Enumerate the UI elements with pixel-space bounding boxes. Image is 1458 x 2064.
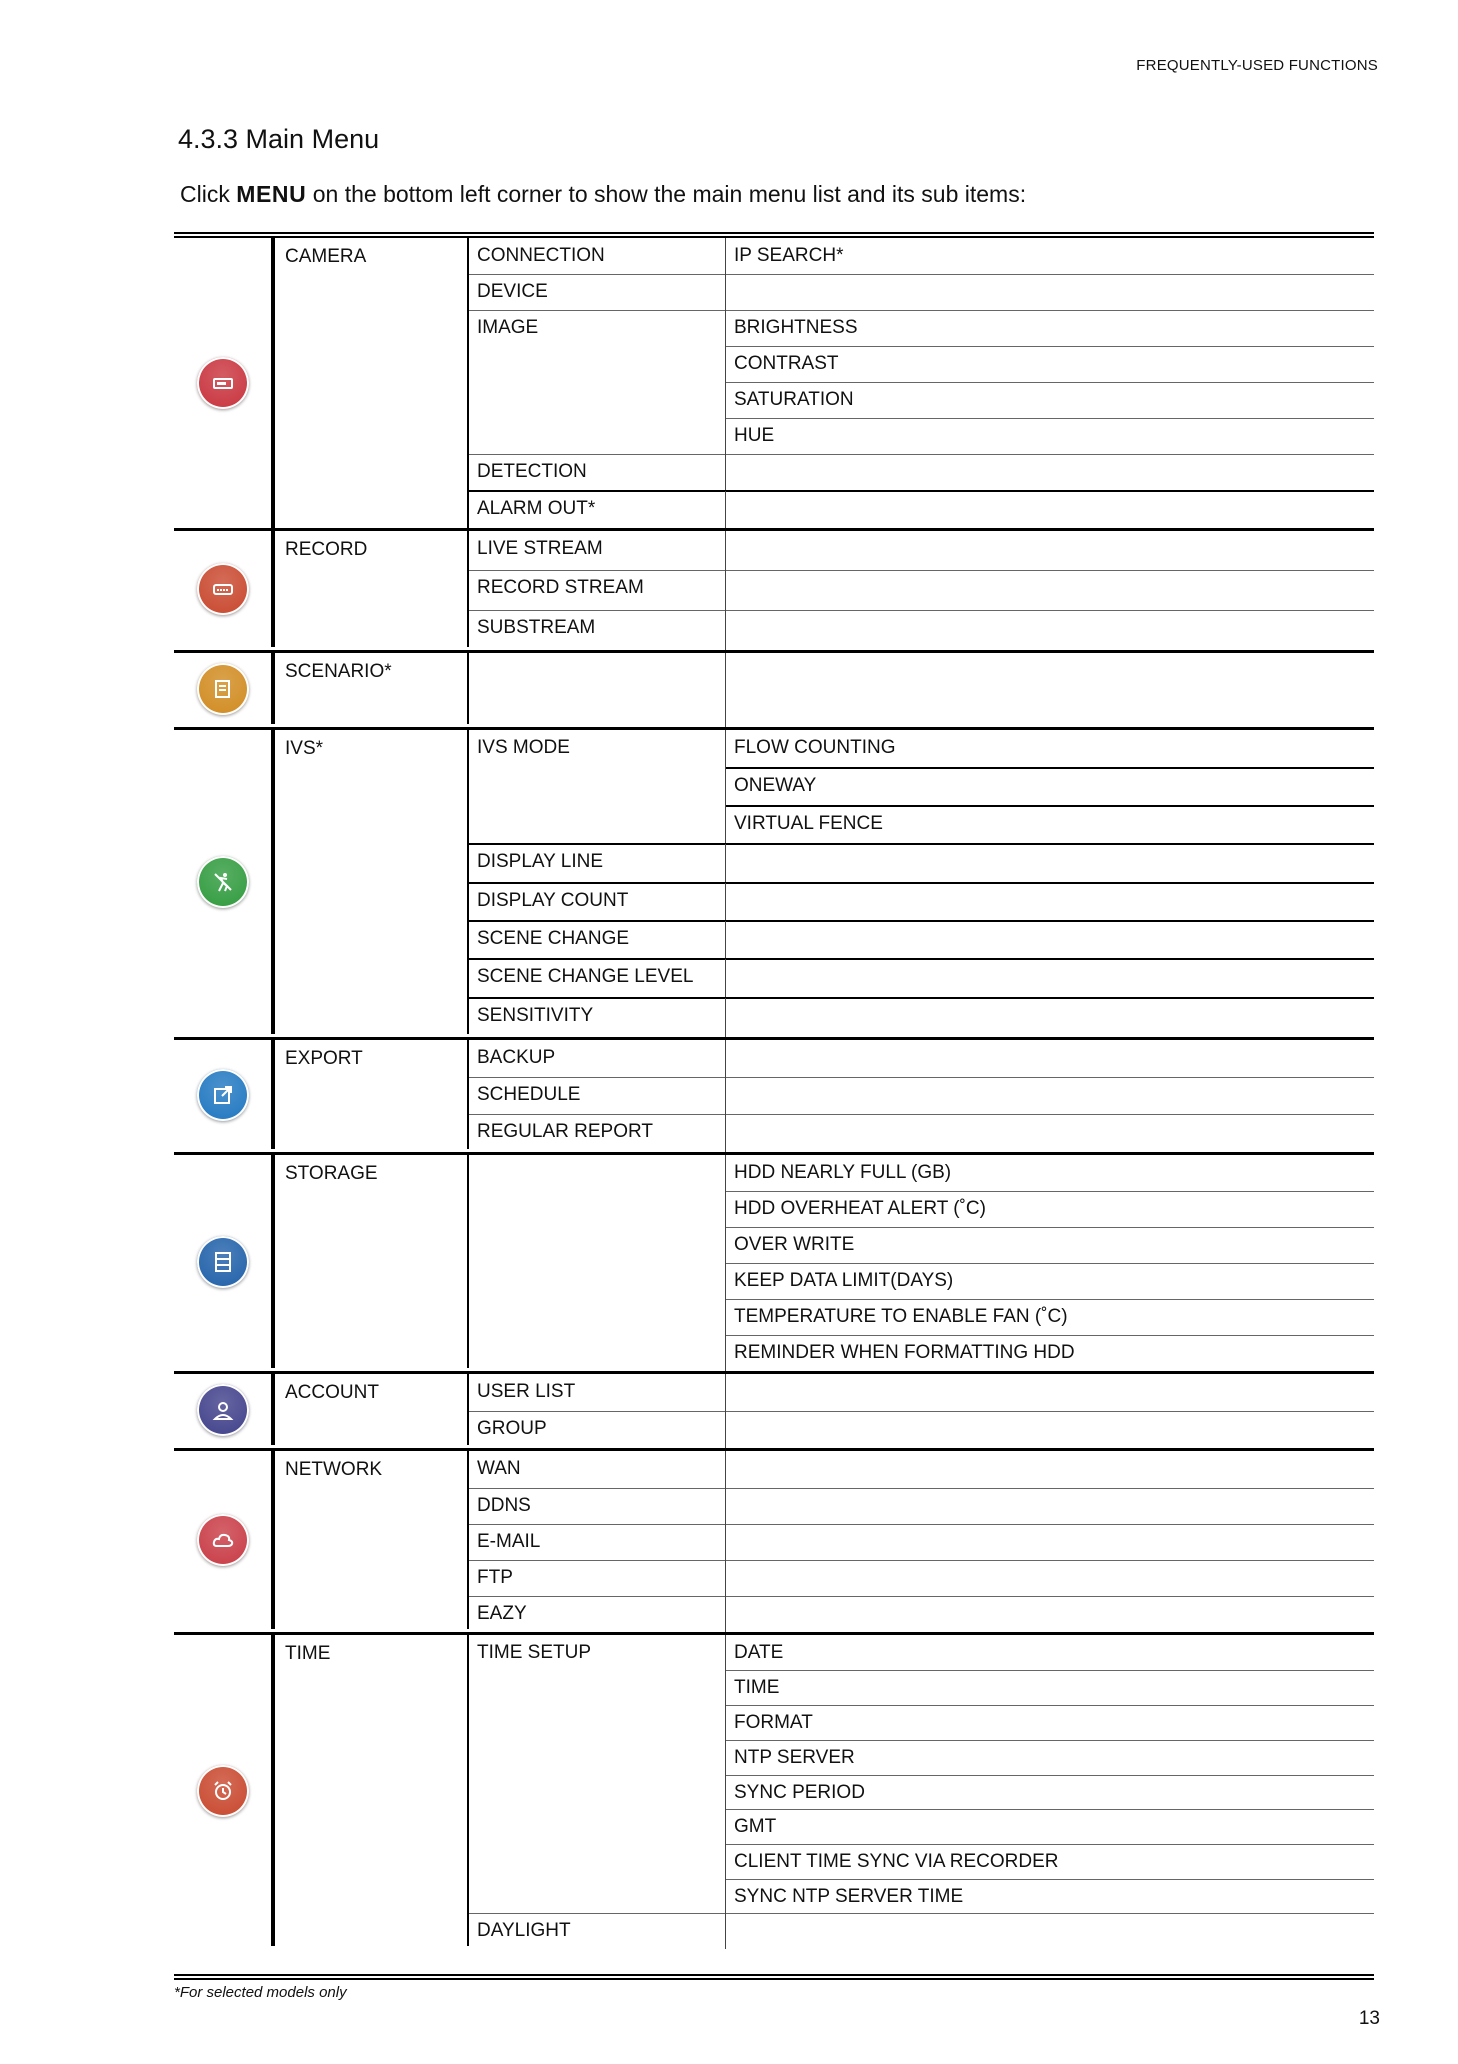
group-icon-cell [174, 531, 275, 647]
footnote: *For selected models only [174, 1984, 347, 2001]
menu-group-network [174, 1448, 1374, 1629]
submenu-item: REGULAR REPORT [469, 1114, 726, 1152]
submenu-item [469, 768, 726, 806]
submenu-option [726, 610, 1374, 650]
storage-icon [197, 1236, 249, 1288]
network-icon [197, 1514, 249, 1566]
submenu-row [469, 1775, 1374, 1809]
submenu-option: TIME [734, 1677, 780, 1698]
submenu-row [469, 310, 1374, 346]
submenu-item [469, 418, 726, 454]
submenu-option: HDD OVERHEAT ALERT (˚C) [734, 1198, 986, 1219]
menu-item-label: TIME [275, 1635, 469, 1946]
submenu-row [469, 1913, 1374, 1949]
submenu-option [726, 1488, 1374, 1524]
menu-group-ivs [174, 727, 1374, 1034]
menu-group-camera [174, 238, 1374, 528]
submenu-option [726, 570, 1374, 610]
submenu-item [469, 806, 726, 844]
submenu-option: SYNC PERIOD [734, 1782, 865, 1803]
submenu-row [469, 1227, 1374, 1263]
submenu-item: EAZY [469, 1596, 726, 1632]
submenu-item: ALARM OUT* [469, 491, 726, 528]
submenu-row [469, 1670, 1374, 1705]
intro-text [180, 181, 1026, 208]
menu-item-label: IVS* [275, 730, 469, 1034]
menu-group-account [174, 1371, 1374, 1445]
menu-item-label: EXPORT [275, 1040, 469, 1149]
submenu-option: BRIGHTNESS [734, 317, 858, 338]
submenu-row [469, 1596, 1374, 1632]
menu-item-label: CAMERA [275, 238, 469, 528]
submenu-option [726, 1596, 1374, 1632]
submenu-row [469, 1879, 1374, 1913]
submenu-option [726, 454, 1374, 491]
submenu-row [469, 1524, 1374, 1560]
submenu-item [469, 1809, 726, 1844]
intro-menu-keyword: MENU [236, 181, 307, 207]
submenu-item [469, 653, 726, 727]
submenu-row [469, 1488, 1374, 1524]
submenu-item: SENSITIVITY [469, 998, 726, 1037]
group-icon-cell [174, 653, 275, 724]
submenu-item: SUBSTREAM [469, 610, 726, 650]
menu-group-time [174, 1632, 1374, 1946]
group-icon-cell [174, 1451, 275, 1629]
submenu-option: DATE [734, 1642, 784, 1663]
menu-item-label: NETWORK [275, 1451, 469, 1629]
submenu-row [469, 883, 1374, 921]
submenu-option [726, 274, 1374, 310]
submenu-option: FORMAT [734, 1712, 813, 1733]
submenu-row [469, 1809, 1374, 1844]
submenu-item [469, 1740, 726, 1775]
submenu-row [469, 730, 1374, 768]
submenu-row [469, 844, 1374, 883]
submenu-option [726, 1114, 1374, 1152]
submenu-item: LIVE STREAM [469, 531, 726, 570]
menu-item-label: STORAGE [275, 1155, 469, 1368]
submenu-item: BACKUP [469, 1040, 726, 1077]
submenu-option: CONTRAST [734, 353, 839, 374]
menu-item-label: SCENARIO* [275, 653, 469, 724]
submenu-item: IMAGE [469, 310, 726, 346]
submenu-row [469, 346, 1374, 382]
submenu-row [469, 1155, 1374, 1191]
submenu-item: WAN [469, 1451, 726, 1488]
submenu-option: GMT [734, 1816, 777, 1837]
submenu-item [469, 1335, 726, 1371]
submenu-row [469, 531, 1374, 570]
submenu-item: DDNS [469, 1488, 726, 1524]
submenu-option: ONEWAY [734, 775, 817, 796]
submenu-row [469, 1077, 1374, 1114]
submenu-item: E-MAIL [469, 1524, 726, 1560]
submenu-item: DEVICE [469, 274, 726, 310]
submenu-option: CLIENT TIME SYNC VIA RECORDER [734, 1851, 1059, 1872]
group-icon-cell [174, 1155, 275, 1368]
menu-group-storage [174, 1152, 1374, 1368]
submenu-row [469, 959, 1374, 998]
submenu-option [726, 531, 1374, 570]
submenu-row [469, 806, 1374, 844]
submenu-row [469, 491, 1374, 528]
submenu-row [469, 1635, 1374, 1670]
submenu-item [469, 1844, 726, 1879]
submenu-option [726, 1411, 1374, 1448]
submenu-option [726, 959, 1374, 998]
record-icon [197, 563, 249, 615]
group-icon-cell [174, 1635, 275, 1946]
submenu-item [469, 1670, 726, 1705]
submenu-item [469, 1299, 726, 1335]
submenu-item: CONNECTION [469, 238, 726, 274]
submenu-row [469, 238, 1374, 274]
group-icon-cell [174, 730, 275, 1034]
submenu-item [469, 1879, 726, 1913]
submenu-row [469, 1560, 1374, 1596]
submenu-row [469, 454, 1374, 491]
submenu-row [469, 1374, 1374, 1411]
submenu-option: HDD NEARLY FULL (GB) [734, 1162, 952, 1183]
account-icon [197, 1384, 249, 1436]
submenu-item: SCENE CHANGE [469, 921, 726, 959]
scenario-icon [197, 663, 249, 715]
export-icon [197, 1069, 249, 1121]
submenu-item: SCHEDULE [469, 1077, 726, 1114]
submenu-option: SYNC NTP SERVER TIME [734, 1886, 964, 1907]
submenu-option [726, 1040, 1374, 1077]
submenu-row [469, 1844, 1374, 1879]
submenu-row [469, 418, 1374, 454]
submenu-item: USER LIST [469, 1374, 726, 1411]
running-header: FREQUENTLY-USED FUNCTIONS [1136, 57, 1378, 74]
submenu-item [469, 1155, 726, 1191]
submenu-item: GROUP [469, 1411, 726, 1448]
group-icon-cell [174, 1040, 275, 1149]
group-icon-cell [174, 238, 275, 528]
submenu-option [726, 491, 1374, 528]
submenu-row [469, 1451, 1374, 1488]
submenu-option [726, 1077, 1374, 1114]
time-icon [197, 1765, 249, 1817]
submenu-option: TEMPERATURE TO ENABLE FAN (˚C) [734, 1306, 1068, 1327]
submenu-item [469, 382, 726, 418]
submenu-item: DISPLAY COUNT [469, 883, 726, 921]
submenu-row [469, 1411, 1374, 1448]
menu-group-export [174, 1037, 1374, 1149]
submenu-option [726, 998, 1374, 1037]
section-title: 4.3.3 Main Menu [178, 124, 380, 154]
submenu-item [469, 1775, 726, 1809]
submenu-item: IVS MODE [469, 730, 726, 768]
submenu-row [469, 382, 1374, 418]
submenu-option: NTP SERVER [734, 1747, 855, 1768]
submenu-option: SATURATION [734, 389, 854, 410]
submenu-option: OVER WRITE [734, 1234, 855, 1255]
submenu-row [469, 1335, 1374, 1371]
submenu-option [726, 1374, 1374, 1411]
submenu-option [726, 921, 1374, 959]
submenu-option: IP SEARCH* [734, 245, 844, 266]
submenu-option: VIRTUAL FENCE [734, 813, 883, 834]
submenu-item [469, 1227, 726, 1263]
submenu-row [469, 274, 1374, 310]
menu-item-label: RECORD [275, 531, 469, 647]
submenu-row [469, 921, 1374, 959]
submenu-row [469, 1740, 1374, 1775]
submenu-option [726, 1524, 1374, 1560]
submenu-row [469, 570, 1374, 610]
submenu-option: HUE [734, 425, 775, 446]
submenu-row [469, 1040, 1374, 1077]
menu-group-scenario [174, 650, 1374, 724]
submenu-option [726, 883, 1374, 921]
menu-group-record [174, 528, 1374, 647]
submenu-option: REMINDER WHEN FORMATTING HDD [734, 1342, 1075, 1363]
submenu-item [469, 1705, 726, 1740]
main-menu-table [174, 232, 1374, 1980]
submenu-row [469, 610, 1374, 650]
submenu-item: RECORD STREAM [469, 570, 726, 610]
submenu-row [469, 1114, 1374, 1152]
submenu-option [726, 1451, 1374, 1488]
submenu-row [469, 1263, 1374, 1299]
submenu-item: DISPLAY LINE [469, 844, 726, 883]
menu-item-label: ACCOUNT [275, 1374, 469, 1445]
ivs-icon [197, 856, 249, 908]
intro-suffix: on the bottom left corner to show the main menu list and its sub items: [306, 181, 1027, 207]
submenu-row [469, 1299, 1374, 1335]
submenu-item: SCENE CHANGE LEVEL [469, 959, 726, 998]
submenu-item: DETECTION [469, 454, 726, 491]
submenu-item: FTP [469, 1560, 726, 1596]
submenu-option [726, 653, 1374, 727]
submenu-row [469, 768, 1374, 806]
submenu-option [726, 1913, 1374, 1949]
submenu-option: KEEP DATA LIMIT(DAYS) [734, 1270, 954, 1291]
intro-prefix: Click [180, 181, 237, 207]
submenu-item: TIME SETUP [469, 1635, 726, 1670]
submenu-item [469, 1191, 726, 1227]
submenu-item [469, 1263, 726, 1299]
submenu-option: FLOW COUNTING [734, 737, 896, 758]
submenu-option [726, 1560, 1374, 1596]
submenu-option [726, 844, 1374, 883]
camera-icon [197, 357, 249, 409]
page-number: 13 [1358, 2008, 1380, 2029]
submenu-row [469, 1191, 1374, 1227]
submenu-row [469, 1705, 1374, 1740]
submenu-item: DAYLIGHT [469, 1913, 726, 1949]
submenu-row [469, 998, 1374, 1037]
submenu-row [469, 653, 1374, 727]
group-icon-cell [174, 1374, 275, 1445]
submenu-item [469, 346, 726, 382]
